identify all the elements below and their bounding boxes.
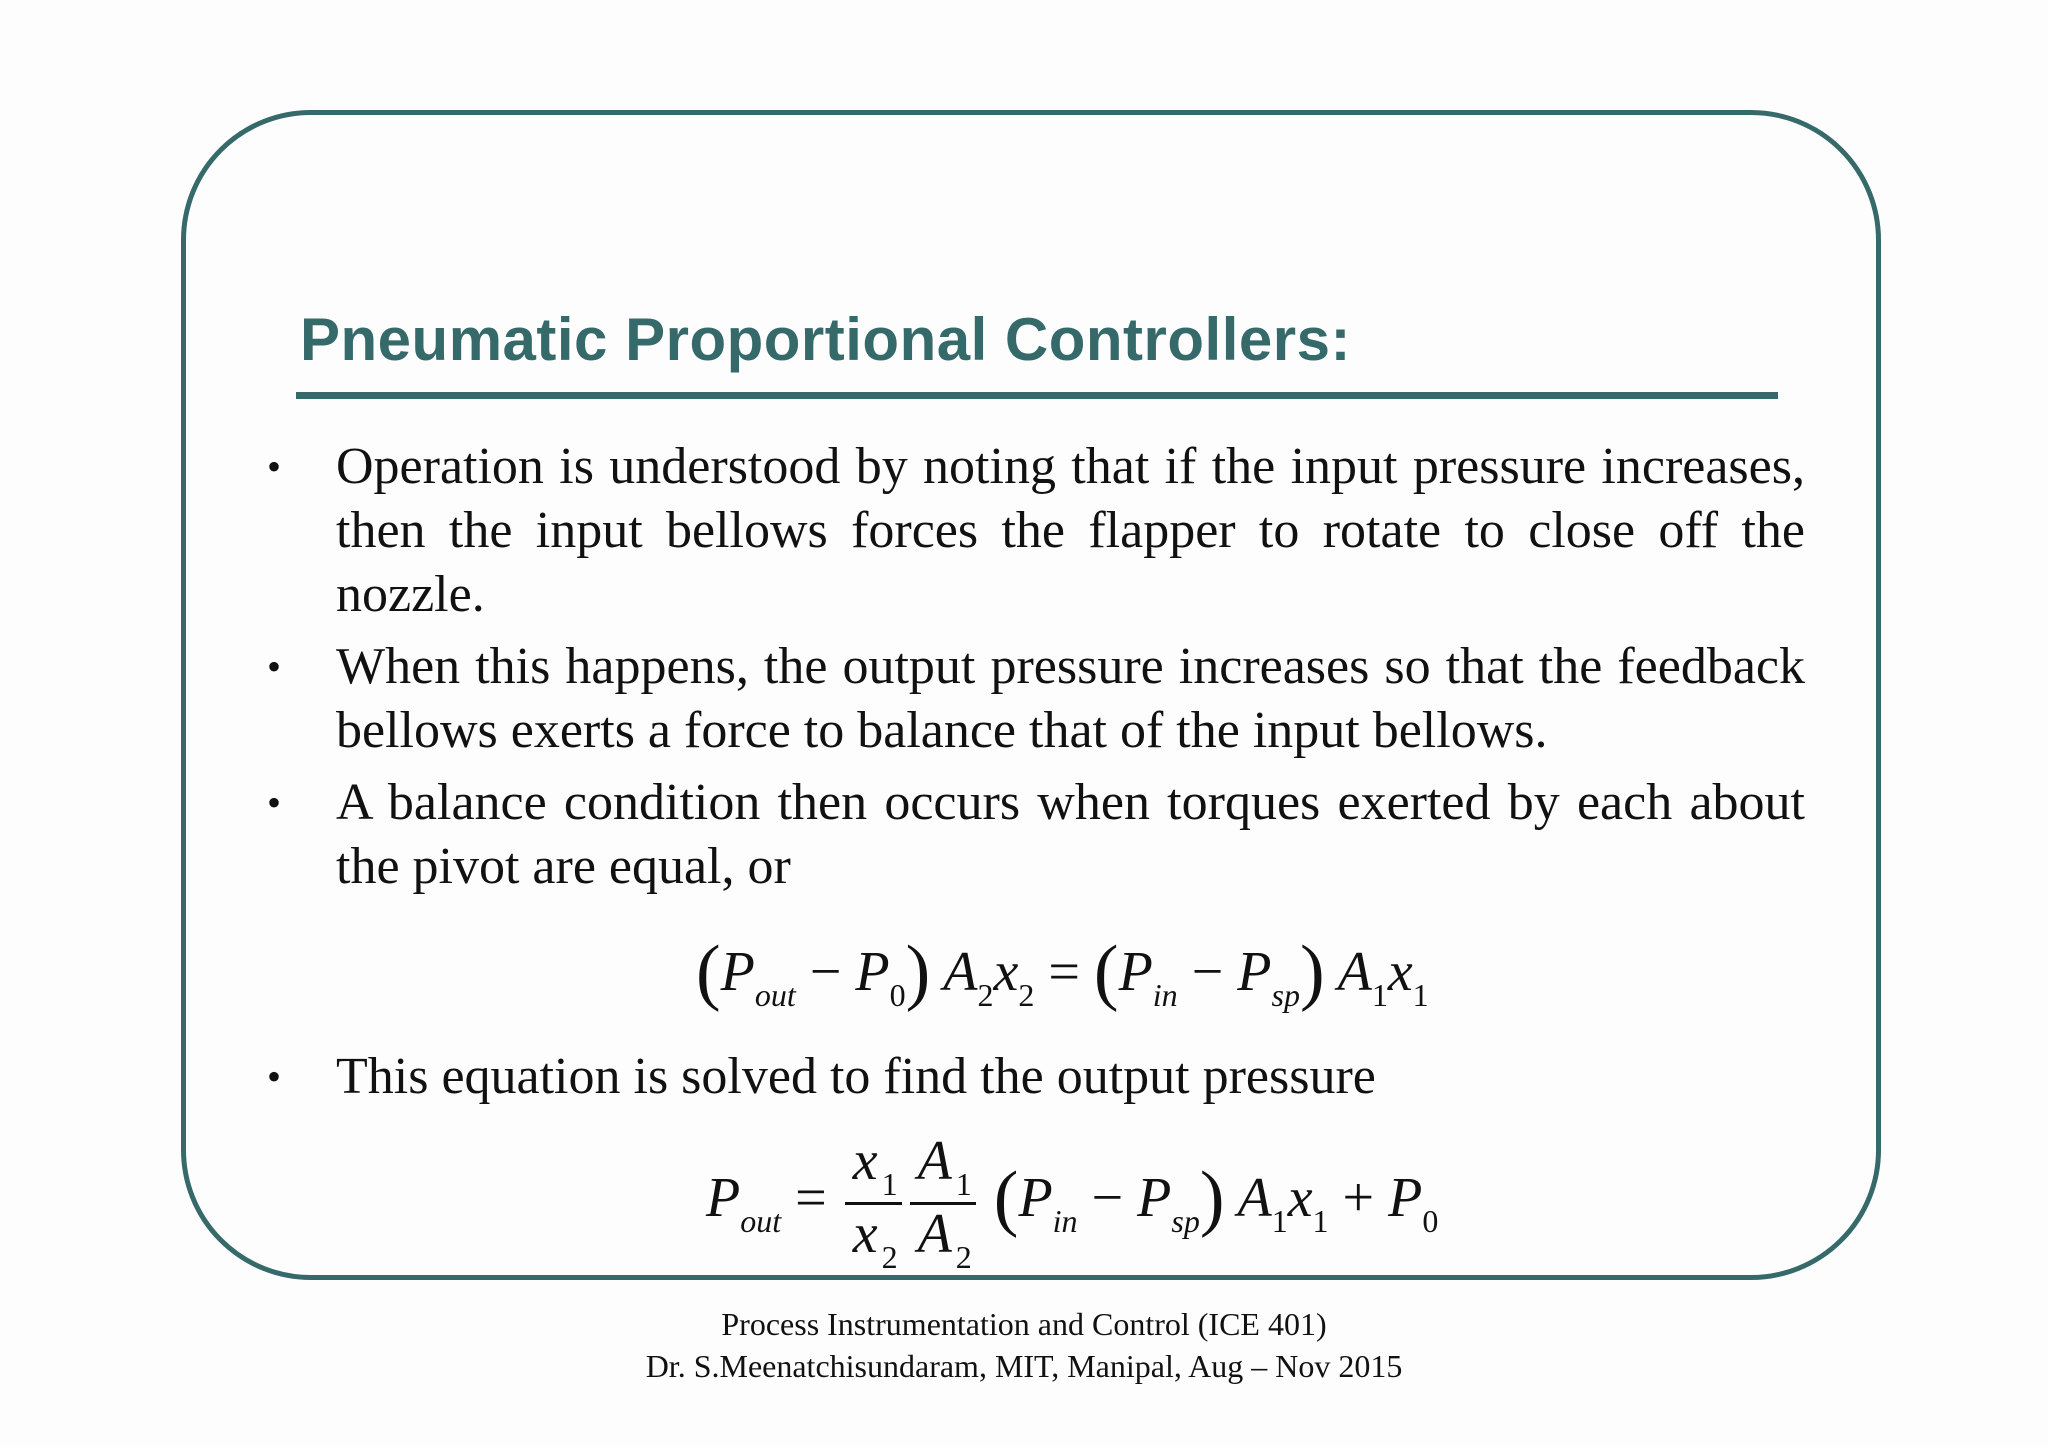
bullet-dot: • — [267, 1054, 282, 1099]
title-underline — [296, 392, 1778, 399]
bullet-item — [260, 1045, 1881, 1109]
fraction-a1-a2: $\frac{A _1}{A _2}$ — [910, 1132, 976, 1274]
bullet-text: When this happens, the output pressure increases so that the feedback bellows exerts a force to balance that of the input bellows. — [336, 638, 1805, 759]
torque-balance-equation: $(P_{out} - P_0) A_2x_2 = (P_{in} - P_{sp})$ $A_1x_1$ — [696, 931, 1429, 1013]
bullet-text: Operation is understood by noting that if the input pressure increases, then the input bellows forces the flapper to rotate to close off the nozzle. — [336, 438, 1805, 623]
bullet-dot: • — [267, 644, 282, 689]
fraction-x1-x2: $\frac{x _1}{x _2}$ — [845, 1132, 902, 1274]
bullet-dot: • — [267, 780, 282, 825]
footer-author: Dr. S.Meenatchisundaram, MIT, Manipal, Aug – Nov 2015 — [645, 1348, 1403, 1384]
bullet-item — [260, 435, 1805, 627]
bullet-text: A balance condition then occurs when torques exerted by each about the pivot are equal, or — [336, 774, 1805, 895]
footer-course: Process Instrumentation and Control (ICE 401) — [721, 1306, 1327, 1342]
bullet-text: This equation is solved to find the output pressure — [336, 1048, 1376, 1105]
output-pressure-equation: $P_{out}$ = $\frac{x _1}{x _2}$ $\frac{A _1}{A _2}$ $(P_{in} - P_{sp}) A_1x_1 + P_0$ — [706, 1130, 1439, 1275]
bullet-item — [260, 771, 1805, 899]
bullet-list — [260, 435, 1805, 899]
bullet-dot: • — [267, 444, 282, 489]
slide-title: Pneumatic Proportional Controllers: — [300, 306, 1351, 373]
bullet-item — [260, 635, 1805, 763]
